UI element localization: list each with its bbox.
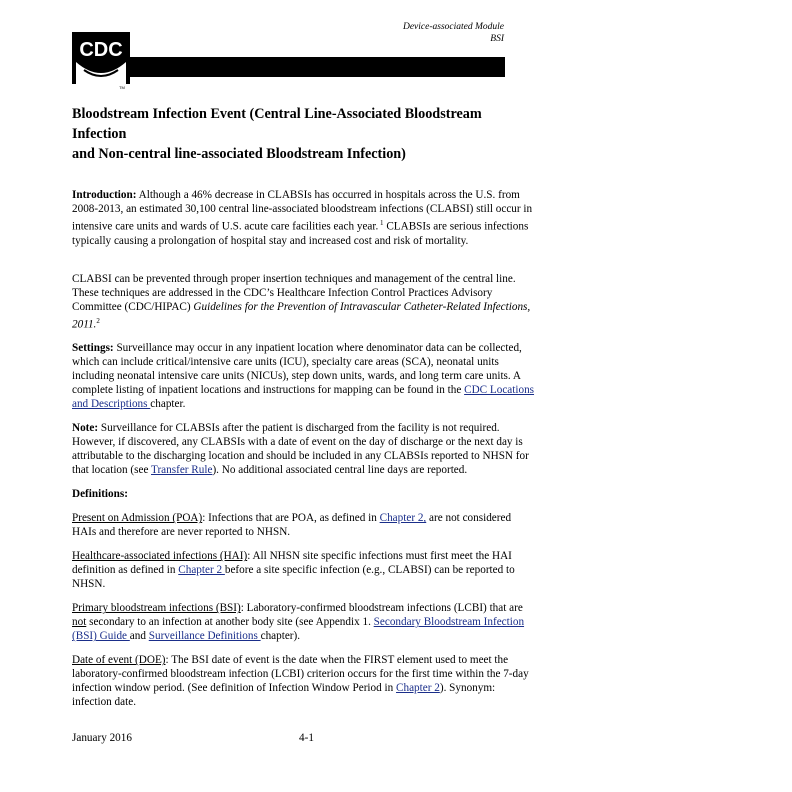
header-bar <box>72 57 505 77</box>
secondary-bsi-guide-link[interactable]: Secondary Bloodstream Infection (BSI) Guide <box>72 616 525 643</box>
intro-paragraph: Introduction: Although a 46% decrease in CLABSIs has occurred in hospitals across the U.S. from 2008-2013, an estimated 30,100 central line-associated bloodstream infections (CLABSI) still occur in intensive care units and wards of U.S. acute care facilities each year. $^1$ CLABSIs are serious infections typically causing a prolongation of hospital stay and increased cost and risk of mortality. <box>72 189 533 247</box>
settings-paragraph: Settings: Surveillance may occur in any inpatient location where denominator data can be collected, which can include critical/intensive care units (ICU), specialty care areas (SCA), neonatal units including neonatal intensive care units (NICUs), step down units, wards, and long term care units. A complete listing of inpatient locations and instructions for mapping can be found in the CDC Locations and Descriptions chapter. <box>72 342 535 411</box>
page-number: 4-1 <box>299 732 314 744</box>
chapter-2-link[interactable]: Chapter 2 <box>396 682 440 695</box>
definitions-heading: Definitions: <box>72 488 128 501</box>
bsi-definition: Primary bloodstream infections (BSI): Laboratory-confirmed bloodstream infections (LCBI) that are not secondary to an infection at another body site (see Appendix 1. Secondary Bloodstream Infection (BSI) Guide and Surveillance Definitions chapter). <box>72 602 525 643</box>
chapter-2-link[interactable]: Chapter 2, <box>379 512 427 525</box>
surveillance-definitions-link[interactable]: Surveillance Definitions <box>148 630 261 643</box>
note-paragraph: Note: Surveillance for CLABSIs after the patient is discharged from the facility is not required. However, if discovered, any CLABSIs with a date of event on the day of discharge or the next day is attributable to the discharging location and should be included in any CLABSIs reported to NHSN for that location (see Transfer Rule). No additional associated central line days are reported. <box>72 422 529 477</box>
logo-text: CDC <box>79 39 123 61</box>
prevention-paragraph: CLABSI can be prevented through proper insertion techniques and management of the central line. These techniques are addressed in the CDC’s Healthcare Infection Control Practices Advisory Committee (CDC/HIPAC) Guidelines for the Prevention of Intravascular Catheter-Related Infections, 2011.$^2$ <box>72 272 531 331</box>
page-title: Bloodstream Infection Event (Central Line-Associated Bloodstream Infection and Non-central line-associated Bloodstream Infection) <box>72 106 482 162</box>
running-header <box>403 21 504 45</box>
doe-definition: Date of event (DOE): The BSI date of event is the date when the FIRST element used to meet the laboratory-confirmed bloodstream infection (LCBI) criterion occurs for the first time within the 7-day infection window period. (See definition of Infection Window Period in Chapter 2). Synonym: infection date. <box>72 654 529 709</box>
document-body <box>72 104 536 719</box>
chapter-2-link[interactable]: Chapter 2 <box>178 564 225 577</box>
footer-date: January 2016 <box>72 732 132 744</box>
transfer-rule-link[interactable]: Transfer Rule <box>151 464 213 477</box>
cdc-logo <box>72 32 130 90</box>
cdc-locations-link[interactable]: CDC Locations and Descriptions <box>72 384 535 411</box>
hai-definition: Healthcare-associated infections (HAI): All NHSN site specific infections must first meet the HAI definition as defined in Chapter 2 before a site specific infection (e.g., CLABSI) can be reported to NHSN. <box>72 550 515 591</box>
module-name: Device-associated Module <box>402 22 504 32</box>
section-name: BSI <box>490 34 504 44</box>
poa-definition: Present on Admission (POA): Infections that are POA, as defined in Chapter 2, are not considered HAIs and therefore are never reported to NHSN. <box>72 512 512 539</box>
logo-trademark: TM <box>119 85 125 90</box>
